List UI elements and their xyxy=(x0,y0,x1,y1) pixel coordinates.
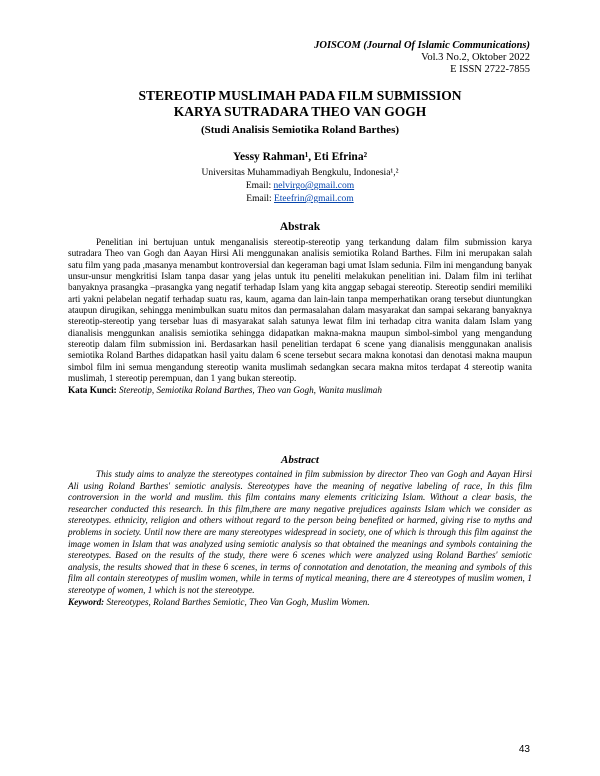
article-subtitle: (Studi Analisis Semiotika Roland Barthes) xyxy=(200,124,400,136)
email-line-2 xyxy=(0,193,600,206)
journal-volume: Vol.3 No.2, Oktober 2022 xyxy=(421,52,530,63)
keywords-label: Kata Kunci: xyxy=(68,385,117,396)
abstract-keywords xyxy=(68,597,532,609)
abstract-section xyxy=(68,469,532,608)
email-label: Email: xyxy=(246,194,274,204)
article-title xyxy=(0,88,600,120)
journal-issn: E ISSN 2722-7855 xyxy=(450,64,530,75)
email-line-1 xyxy=(0,180,600,193)
journal-header xyxy=(314,40,530,76)
affiliation: Universitas Muhammadiyah Bengkulu, Indonesia¹,² xyxy=(201,168,399,178)
page-number: 43 xyxy=(518,744,530,755)
journal-title: JOISCOM (Journal Of Islamic Communications) xyxy=(314,40,530,51)
abstract-heading: Abstract xyxy=(281,454,319,466)
email-link-1[interactable]: nelvirgo@gmail.com xyxy=(273,181,355,191)
abstrak-body: Penelitian ini bertujuan untuk menganalisis stereotip-stereotip yang terkandung dalam film submission karya sutradara Theo van Gogh dan Aayan Hirsi Ali menggunakan analisis semiotika Roland Barthes. Film ini merupakan salah satu film yang pada ,masanya menambut kontroversial dan kegeraman bagi umat Islam sedunia. Film ini mengandung banyak unsur-unsur mengkritisi Islam tanpa dasar yang jelas untuk itu peneliti melakukan penelitian ini. Dalam film ini terlihat banyaknya prasangka –prasangka yang negatif terhadap Islam yang kita anggap sebagai stereotip. Stereotip sendiri memiliki arti yakni pelabelan negatif terhadap suatu ras, kaum, agama dan lain-lain tanpa memperhatikan orang tersebut diuntungkan ataupun dirugikan, sehingga menimbulkan suatu mitos dan permasalahan dalam masyarakat dan sampai sekarang banyaknya stereotip-stereotip yang tersebar luas di masyarakat salah satunya lewat film ini terhadap citra wanita dalam Islam yang dianalisis menggunkan analisis semiotika sehingga didapatkan makna-makna maupun simbol-simbol yang mengandung stereotip dalam film submission ini. Berdasarkan hasil penelitian terdapat 6 scene yang dianalisis menggunakan analisis semiotika Roland Barthes didapatkan hasil yaitu dalam 6 scene tersebut secara makna konotasi dan denotasi makna maupun simbol film ini semua mengandung stereotip wanita muslimah sedangkan secara makna mitos terdapat 4 stereotip wanita muslimah, 1 stereotip perempuan, dan 1 yang bukan stereotip. xyxy=(68,237,532,384)
email-link-2[interactable]: Eteefrin@gmail.com xyxy=(273,194,354,204)
email-label: Email: xyxy=(245,181,274,191)
abstrak-heading: Abstrak xyxy=(279,221,321,233)
keyword-text: Stereotypes, Roland Barthes Semiotic, Theo Van Gogh, Muslim Women. xyxy=(106,596,370,607)
abstrak-section xyxy=(68,237,532,397)
author-affiliation-block xyxy=(0,167,600,206)
keyword-label: Keyword: xyxy=(68,596,105,607)
abstrak-keywords xyxy=(68,385,532,396)
abstract-body: This study aims to analyze the stereotypes contained in film submission by director Theo van Gogh and Aayan Hirsi Ali using Roland Barthes' semiotic analysis. Stereotypes have the meaning of negative labeling of race, In this film controversion in the world and muslim. this film contains many elements criticizing Islam. Without a clear basis, the researcher conducted this research. In this film,there are many negative prejudices againsts Islam which we consider as stereotypes. ethnicity, religion and others without regard to the person being benefited or harmed, giving rise to myths and problems in society. Until now there are many stereotypes widespread in society, one of which is through this film against the image women in Islam that was analyzed using semiotic analysis so that obtained the meanings and symbols containing the stereotypes. Based on the results of the study, there were 6 scenes which were analyzed using Roland Barthes' semiotic analysis, the results showed that in these 6 scenes, in terms of connotation and denotation, the meaning and symbols of this film all contain stereotypes of muslim women, while in terms of mytical meaning, there are 4 stereotypes of muslim women, 1 stereotype of women, 1 which is not the stereotype. xyxy=(68,469,532,595)
title-line-1: STEREOTIP MUSLIMAH PADA FILM SUBMISSION xyxy=(138,88,462,103)
title-line-2: KARYA SUTRADARA THEO VAN GOGH xyxy=(173,104,427,119)
keywords-text: Stereotip, Semiotika Roland Barthes, Theo van Gogh, Wanita muslimah xyxy=(119,385,382,396)
author-names: Yessy Rahman¹, Eti Efrina² xyxy=(232,151,368,163)
